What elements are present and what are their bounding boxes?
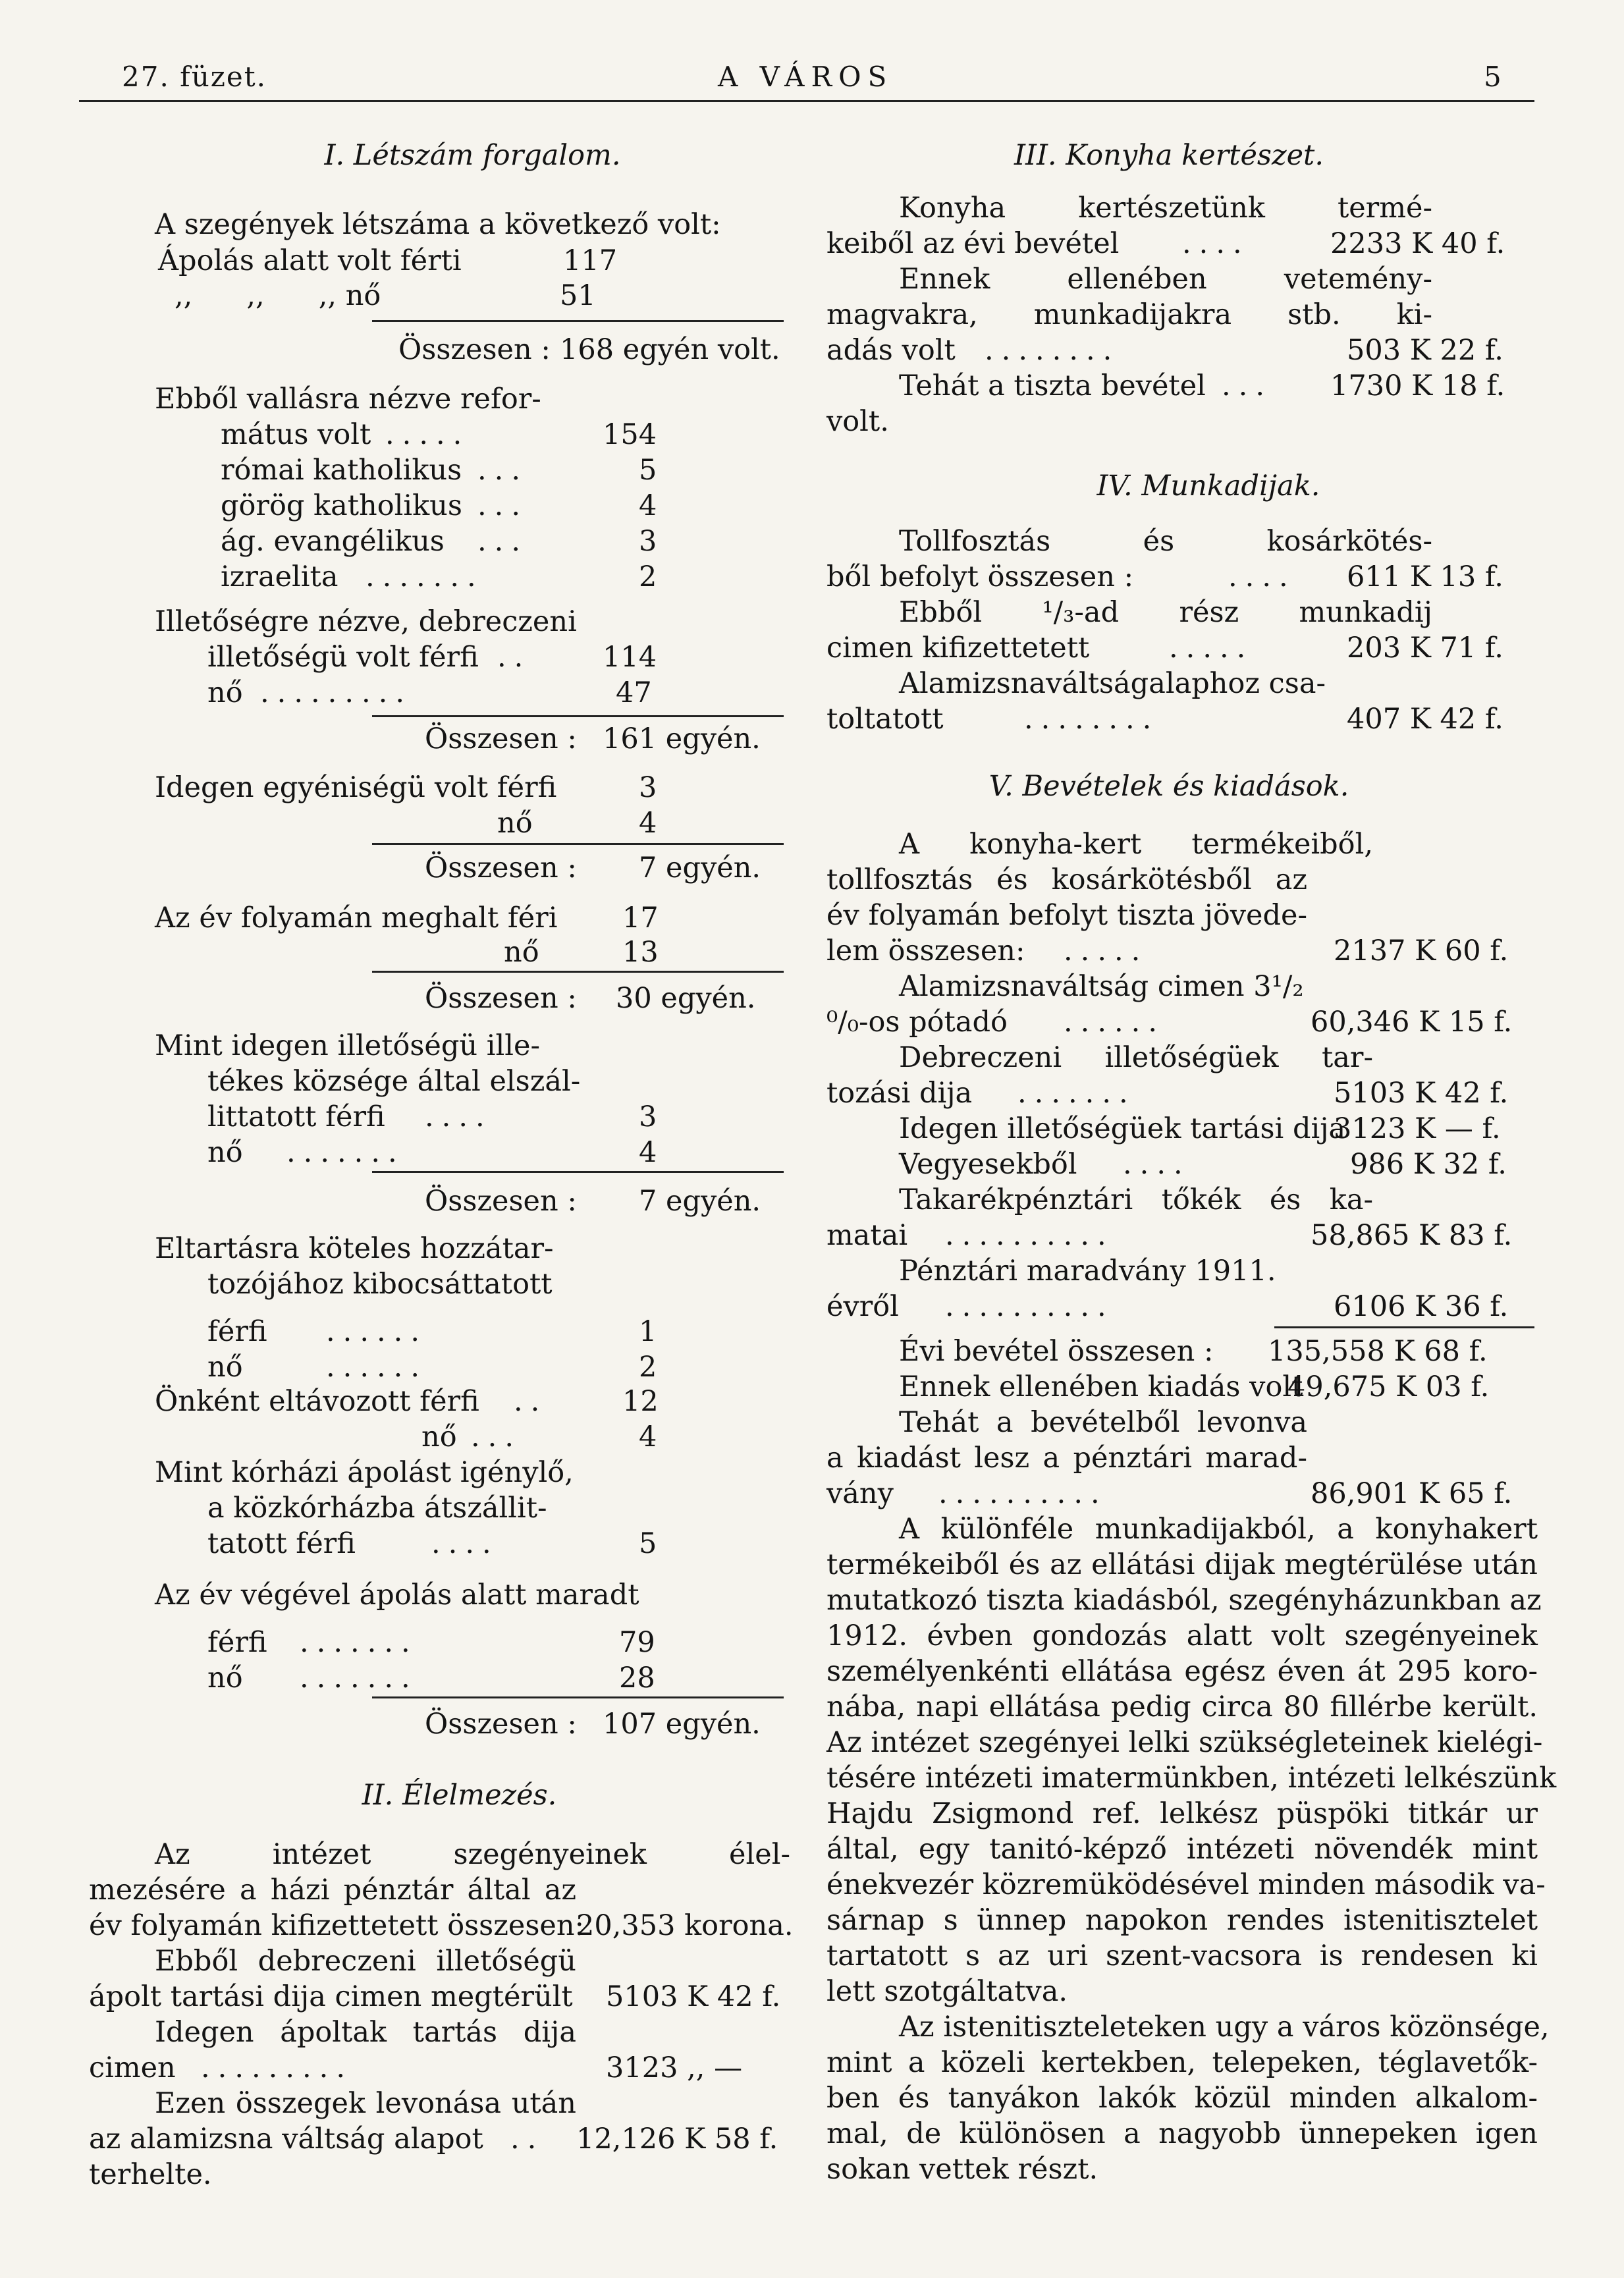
leader-dots: .... [1228, 560, 1296, 593]
paragraph-line: énekvezér közremüködésével minden második va- [826, 1868, 1546, 1901]
text-line: Mint idegen illetőségü ille- [155, 1029, 540, 1062]
row-value: 12,126 K 58 f. [576, 2123, 778, 2156]
text-line: terhelte. [89, 2158, 212, 2191]
paragraph-line: tartatott s az uri szent-vacsora is rendesen ki [826, 1939, 1538, 1972]
row-label: lem összesen: [826, 935, 1025, 967]
paragraph-line: személyenkénti ellátása egész éven át 295 koro- [826, 1655, 1538, 1688]
leader-dots: ..... [385, 418, 470, 451]
leader-dots: .......... [945, 1219, 1114, 1252]
text-line: a kiadást lesz a pénztári marad- [826, 1442, 1307, 1475]
paragraph-line: 1912. évben gondozás alatt volt szegényeinek [826, 1619, 1538, 1652]
row-value: 611 K 13 f. [1347, 560, 1503, 593]
row-label: görög katholikus [221, 489, 462, 522]
row-value: 4 [639, 489, 657, 522]
total-label: Összesen : [425, 722, 577, 755]
leader-dots: .. [510, 2123, 545, 2156]
row-value: 4 [639, 807, 657, 840]
paragraph-line: A különféle munkadijakból, a konyhakert [899, 1513, 1538, 1546]
row-value: 49,675 K 03 f. [1287, 1370, 1490, 1403]
row-value: 20,353 korona. [576, 1909, 794, 1942]
row-value: 3 [639, 1100, 657, 1133]
row-label: nő [497, 807, 533, 840]
row-label: Ápolás alatt volt férti [158, 244, 462, 277]
text-line: Alamizsnaváltságalaphoz csa- [899, 667, 1326, 700]
text-line: Ebből ¹/₃-ad rész munkadij [899, 596, 1432, 629]
row-value: 5 [639, 454, 657, 487]
row-label: ből befolyt összesen : [826, 560, 1134, 593]
row-label: az alamizsna váltság alapot [89, 2123, 483, 2156]
leader-dots: ......... [201, 2051, 354, 2084]
text-line: A szegények létszáma a következő volt: [155, 208, 721, 241]
row-label: Tehát a tiszta bevétel [899, 369, 1206, 402]
total-label: Összesen : [425, 1185, 577, 1218]
row-label: nő [207, 676, 243, 709]
leader-dots: .... [1123, 1148, 1191, 1181]
row-value: 13 [622, 936, 659, 969]
text-line: a közkórházba átszállit- [207, 1492, 547, 1525]
leader-dots: ..... [1169, 632, 1254, 664]
row-label: római katholikus [221, 454, 462, 487]
row-label: Idegen illetőségüek tartási dija [899, 1112, 1346, 1145]
text-line: Konyha kertészetünk termé- [899, 192, 1432, 225]
row-value: 3 [639, 525, 657, 558]
row-label: mátus volt [221, 418, 371, 451]
leader-dots: ...... [326, 1351, 428, 1384]
leader-dots: ... [471, 1421, 522, 1453]
row-label: ápolt tartási dija cimen megtérült [89, 1980, 573, 2013]
leader-dots: ...... [1064, 1006, 1166, 1039]
row-value: 47 [616, 676, 652, 709]
row-value: 986 K 32 f. [1350, 1148, 1507, 1181]
leader-dots: ...... [326, 1315, 428, 1348]
text-line: Illetőségre nézve, debreczeni [155, 605, 577, 638]
row-label: izraelita [221, 560, 338, 593]
row-label: Önként eltávozott férfi [155, 1385, 479, 1418]
text-line: A konyha-kert termékeiből, [899, 828, 1373, 861]
total-label: Összesen : [425, 982, 577, 1015]
sum-rule [372, 1171, 784, 1173]
paragraph-line: sárnap s ünnep napokon rendes istenitisztelet [826, 1904, 1538, 1937]
text-line: tollfosztás és kosárkötésből az [826, 863, 1307, 896]
row-value: 12 [622, 1385, 659, 1418]
row-label: férfi [207, 1315, 267, 1348]
text-line: Debreczeni illetőségüek tar- [899, 1041, 1373, 1074]
paragraph-line: lett szotgáltatva. [826, 1975, 1068, 2008]
text-line: tozójához kibocsáttatott [207, 1268, 553, 1301]
paragraph-line: Hajdu Zsigmond ref. lelkész püspöki titkár ur [826, 1797, 1538, 1830]
paragraph-line: sokan vettek részt. [826, 2153, 1098, 2186]
row-value: 135,558 K 68 f. [1268, 1335, 1488, 1368]
row-value: 3 [639, 771, 657, 804]
row-value: 117 [563, 244, 618, 277]
total-value: 7 egyén. [639, 1185, 761, 1218]
row-label: évről [826, 1290, 899, 1323]
text-line: volt. [826, 405, 889, 438]
sum-rule [372, 971, 784, 973]
row-label: tatott férfi [207, 1527, 356, 1560]
section-heading: II. Élelmezés. [362, 1779, 557, 1812]
text-line: tékes községe által elszál- [207, 1065, 581, 1098]
total-label: Összesen : [425, 1708, 577, 1741]
leader-dots: ... [477, 489, 529, 522]
leader-dots: .... [1182, 227, 1250, 260]
row-label: Ennek ellenében kiadás volt [899, 1370, 1303, 1403]
row-value: 2 [639, 1351, 657, 1384]
leader-dots: ....... [365, 560, 484, 593]
row-value: 60,346 K 15 f. [1311, 1006, 1513, 1039]
row-value: 2 [639, 560, 657, 593]
journal-title: A VÁROS [718, 61, 894, 93]
page-number: 5 [1484, 61, 1503, 93]
leader-dots: ..... [1064, 935, 1149, 967]
row-label: nő [207, 1351, 243, 1384]
section-heading: III. Konyha kertészet. [1014, 139, 1324, 172]
sum-rule [372, 320, 784, 322]
row-label: tozási dija [826, 1077, 973, 1110]
text-line: mezésére a házi pénztár által az [89, 1874, 576, 1907]
total-value: 30 egyén. [616, 982, 756, 1015]
total-label: Összesen : [425, 852, 577, 884]
text-line: Az év végével ápolás alatt maradt [155, 1579, 639, 1612]
paragraph-line: ben és tanyákon lakók közül minden alkalom- [826, 2082, 1538, 2115]
total-label: Összesen : [398, 333, 551, 366]
paragraph-line: által, egy tanitó-képző intézeti növendék mint [826, 1833, 1538, 1866]
row-value: 4 [639, 1421, 657, 1453]
header-rule [79, 100, 1534, 102]
row-label: ág. evangélikus [221, 525, 445, 558]
text-line: Takarékpénztári tőkék és ka- [899, 1183, 1373, 1216]
row-label: nő [504, 936, 539, 969]
text-line: Tehát a bevételből levonva [899, 1406, 1307, 1439]
row-value: 203 K 71 f. [1347, 632, 1503, 664]
row-value: 5103 K 42 f. [1334, 1077, 1509, 1110]
section-heading: I. Létszám forgalom. [324, 139, 621, 172]
row-value: 17 [622, 902, 659, 935]
text-line: Ezen összegek levonása után [155, 2087, 576, 2120]
row-label: cimen [89, 2051, 176, 2084]
row-value: 4 [639, 1136, 657, 1169]
row-value: 58,865 K 83 f. [1311, 1219, 1513, 1252]
leader-dots: ....... [300, 1626, 418, 1659]
issue-number: 27. füzet. [122, 61, 267, 93]
row-value: 114 [603, 641, 657, 674]
row-label: nő [421, 1421, 457, 1453]
total-value: 161 egyén. [603, 722, 761, 755]
row-value: 2233 K 40 f. [1330, 227, 1505, 260]
row-label: év folyamán kifizettetett összesen: [89, 1909, 585, 1942]
leader-dots: ........ [985, 334, 1120, 367]
row-label: keiből az évi bevétel [826, 227, 1120, 260]
paragraph-line: nába, napi ellátása pedig circa 80 fillérbe került. [826, 1691, 1538, 1723]
leader-dots: .. [514, 1385, 548, 1418]
row-label: matai [826, 1219, 908, 1252]
paragraph-line: Az intézet szegényei lelki szükségleteinek kielégi- [826, 1726, 1543, 1759]
sum-rule [1274, 1326, 1534, 1328]
text-line: Eltartásra köteles hozzátar- [155, 1232, 554, 1265]
row-value: 5103 K 42 f. [606, 1980, 781, 2013]
row-label: adás volt [826, 334, 956, 367]
total-value: 7 egyén. [639, 852, 761, 884]
sum-rule [372, 843, 784, 845]
row-label: nő [207, 1662, 243, 1695]
row-value: 5 [639, 1527, 657, 1560]
paragraph-line: tésére intézeti imatermünkben, intézeti lelkészünk [826, 1762, 1557, 1795]
row-label: cimen kifizettetett [826, 632, 1090, 664]
paragraph-line: mutatkozó tiszta kiadásból, szegényházunkban az [826, 1584, 1542, 1617]
text-line: Pénztári maradvány 1911. [899, 1255, 1276, 1288]
row-value: 2137 K 60 f. [1334, 935, 1509, 967]
row-value: 503 K 22 f. [1347, 334, 1503, 367]
row-value: 407 K 42 f. [1347, 703, 1503, 736]
text-line: Ennek ellenében vetemény- [899, 263, 1432, 296]
text-line: Alamizsnaváltság cimen 3¹/₂ [899, 970, 1304, 1003]
row-value: 1 [639, 1315, 657, 1348]
row-value: 6106 K 36 f. [1334, 1290, 1509, 1323]
leader-dots: .......... [938, 1477, 1108, 1510]
leader-dots: ... [477, 525, 529, 558]
leader-dots: ... [1222, 369, 1273, 402]
paragraph-line: mint a közeli kertekben, telepeken, téglavetők- [826, 2046, 1538, 2079]
row-value: 3123 ,, — [606, 2051, 743, 2084]
leader-dots: ....... [300, 1662, 418, 1695]
row-value: 1730 K 18 f. [1330, 369, 1505, 402]
row-value: 79 [619, 1626, 655, 1659]
row-label: Idegen egyéniségü volt férfi [155, 771, 557, 804]
text-line: Mint kórházi ápolást igénylő, [155, 1456, 574, 1489]
text-line: Tollfosztás és kosárkötés- [899, 525, 1432, 558]
sum-rule [372, 1696, 784, 1698]
text-line: év folyamán befolyt tiszta jövede- [826, 899, 1307, 932]
row-label: illetőségü volt férfi [207, 641, 479, 674]
text-line: Ebből vallásra nézve refor- [155, 383, 541, 416]
row-value: 154 [603, 418, 657, 451]
section-heading: IV. Munkadijak. [1096, 470, 1320, 502]
leader-dots: ... [477, 454, 529, 487]
paragraph-line: termékeiből és az ellátási dijak megtérülése után [826, 1548, 1538, 1581]
row-label: nő [207, 1136, 243, 1169]
text-line: magvakra, munkadijakra stb. ki- [826, 298, 1432, 331]
leader-dots: ......... [260, 676, 413, 709]
leader-dots: ....... [286, 1136, 405, 1169]
row-label: Az év folyamán meghalt féri [155, 902, 558, 935]
row-label: littatott férfi [207, 1100, 385, 1133]
row-label: férfi [207, 1626, 267, 1659]
row-label: toltatott [826, 703, 944, 736]
paragraph-line: mal, de különösen a nagyobb ünnepeken igen [826, 2117, 1538, 2150]
total-value: 168 egyén volt. [560, 333, 780, 366]
section-heading: V. Bevételek és kiadások. [988, 770, 1349, 803]
row-label: Évi bevétel összesen : [899, 1335, 1214, 1368]
row-value: 28 [619, 1662, 655, 1695]
leader-dots: .. [497, 641, 531, 674]
text-line: Ebből debreczeni illetőségü [155, 1945, 576, 1978]
leader-dots: .... [431, 1527, 499, 1560]
leader-dots: .......... [945, 1290, 1114, 1323]
row-value: 3123 K — f. [1334, 1112, 1501, 1145]
total-value: 107 egyén. [603, 1708, 761, 1741]
text-line: Idegen ápoltak tartás dija [155, 2016, 576, 2049]
row-label: vány [826, 1477, 894, 1510]
sum-rule [372, 715, 784, 717]
leader-dots: ........ [1024, 703, 1160, 736]
row-label: ⁰/₀-os pótadó [826, 1006, 1008, 1039]
row-value: 86,901 K 65 f. [1311, 1477, 1513, 1510]
row-value: 51 [560, 279, 596, 312]
leader-dots: ....... [1017, 1077, 1136, 1110]
row-label: ,, ,, ,, nő [175, 279, 381, 312]
row-label: Vegyesekből [899, 1148, 1077, 1181]
text-line: Az intézet szegényeinek élel- [155, 1838, 790, 1871]
leader-dots: .... [425, 1100, 493, 1133]
paragraph-line: Az istenitiszteleteken ugy a város közönsége, [899, 2011, 1550, 2044]
